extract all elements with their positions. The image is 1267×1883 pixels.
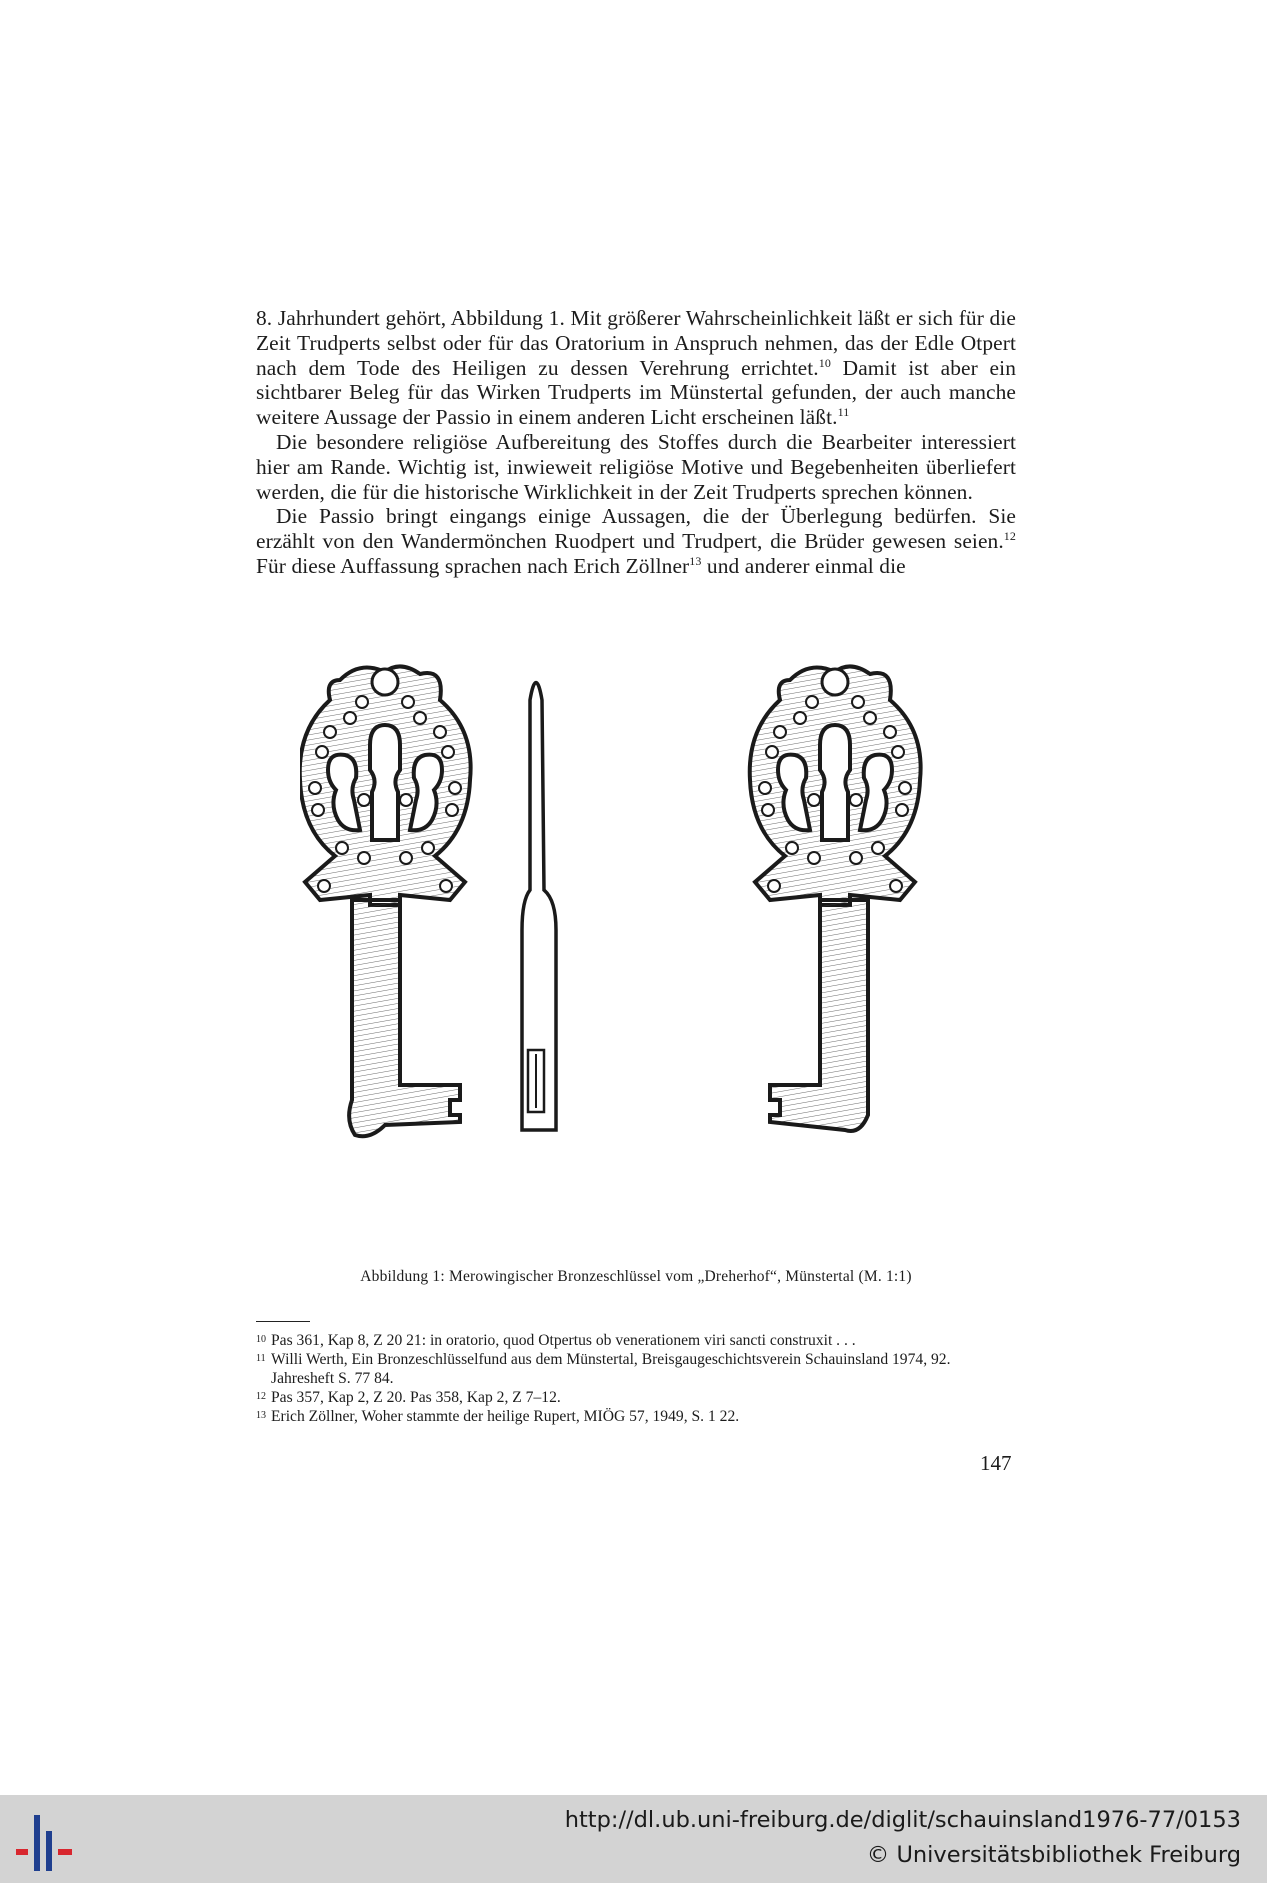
key-side-view bbox=[522, 683, 556, 1131]
footnote-text: Erich Zöllner, Woher stammte der heilige Rupert, MIÖG 57, 1949, S. 1 22. bbox=[271, 1408, 740, 1425]
paragraph-3 bbox=[256, 504, 1016, 578]
paragraph-3-text-c: und anderer einmal die bbox=[701, 553, 906, 578]
paragraph-2: Die besondere religiöse Aufbereitung des Stoffes durch die Bearbeiter interessiert hier am Rande. Wichtig ist, inwieweit religiöse Motive und Begebenheiten überliefert werden, die für die historische Wirklichkeit in der Zeit Trudperts sprechen können. bbox=[256, 429, 1016, 504]
footnote-ref-12[interactable]: 12 bbox=[1003, 529, 1016, 544]
footnotes bbox=[256, 1331, 1016, 1426]
body-text bbox=[256, 306, 1016, 579]
footnote-number: 13 bbox=[256, 1410, 266, 1421]
logo-red-bar-right bbox=[58, 1849, 72, 1855]
viewer-footer bbox=[0, 1795, 1267, 1883]
key-illustration bbox=[300, 660, 980, 1245]
paragraph-1-text-b: Damit ist aber ein sichtbarer Beleg für das Wirken Trudperts im Münstertal gefunden, der auch manche weitere Aussage der Passio in einem anderen Licht erscheinen läßt. bbox=[256, 355, 1016, 430]
footnote-ref-13[interactable]: 13 bbox=[689, 553, 702, 568]
figure-caption: Abbildung 1: Merowingischer Bronzeschlüssel vom „Dreherhof“, Münstertal (M. 1:1) bbox=[360, 1268, 912, 1285]
footnote-11 bbox=[256, 1350, 1016, 1388]
footnote-12 bbox=[256, 1388, 1016, 1407]
footnote-text: Pas 361, Kap 8, Z 20 21: in oratorio, quod Otpertus ob venerationem viri sancti construxit . . . bbox=[271, 1332, 856, 1349]
source-url-link[interactable]: http://dl.ub.uni-freiburg.de/diglit/schauinsland1976-77/0153 bbox=[564, 1807, 1241, 1833]
footnote-number: 12 bbox=[256, 1391, 266, 1402]
footnote-number: 11 bbox=[256, 1353, 266, 1364]
paragraph-3-text-a: Die Passio bringt eingangs einige Aussagen, die der Überlegung bedürfen. Sie erzählt von den Wandermönchen Ruodpert und Trudpert, die Brüder gewesen seien. bbox=[256, 504, 1016, 554]
footnote-number: 10 bbox=[256, 1334, 266, 1345]
copyright-notice: © Universitätsbibliothek Freiburg bbox=[866, 1842, 1241, 1868]
logo-red-bar-left bbox=[16, 1849, 28, 1855]
footnote-divider bbox=[256, 1321, 310, 1322]
footnote-13 bbox=[256, 1407, 1016, 1426]
footnote-ref-10[interactable]: 10 bbox=[818, 355, 831, 370]
logo-blue-bar-1 bbox=[34, 1815, 40, 1871]
logo-blue-bar-2 bbox=[46, 1831, 52, 1871]
footnote-ref-11[interactable]: 11 bbox=[837, 405, 850, 420]
page-number: 147 bbox=[980, 1451, 1012, 1475]
paragraph-1 bbox=[256, 306, 1016, 430]
paragraph-3-text-b: Für diese Auffassung sprachen nach Erich Zöllner bbox=[256, 553, 690, 578]
paragraph-1-text-a: 8. Jahrhundert gehört, Abbildung 1. Mit größerer Wahrscheinlichkeit läßt er sich für die Zeit Trudperts selbst oder für das Oratorium in Anspruch nehmen, das der Edle Otpert nach dem Tode des Heiligen zu dessen Verehrung errichtet. bbox=[256, 306, 1016, 380]
footnote-10 bbox=[256, 1331, 1016, 1350]
footnote-text: Willi Werth, Ein Bronzeschlüsselfund aus dem Münstertal, Breisgaugeschichtsverein Schauinsland 1974, 92. Jahresheft S. 77 84. bbox=[271, 1351, 951, 1387]
footnote-text: Pas 357, Kap 2, Z 20. Pas 358, Kap 2, Z 7–12. bbox=[271, 1389, 561, 1406]
university-library-logo-icon[interactable] bbox=[16, 1807, 80, 1873]
